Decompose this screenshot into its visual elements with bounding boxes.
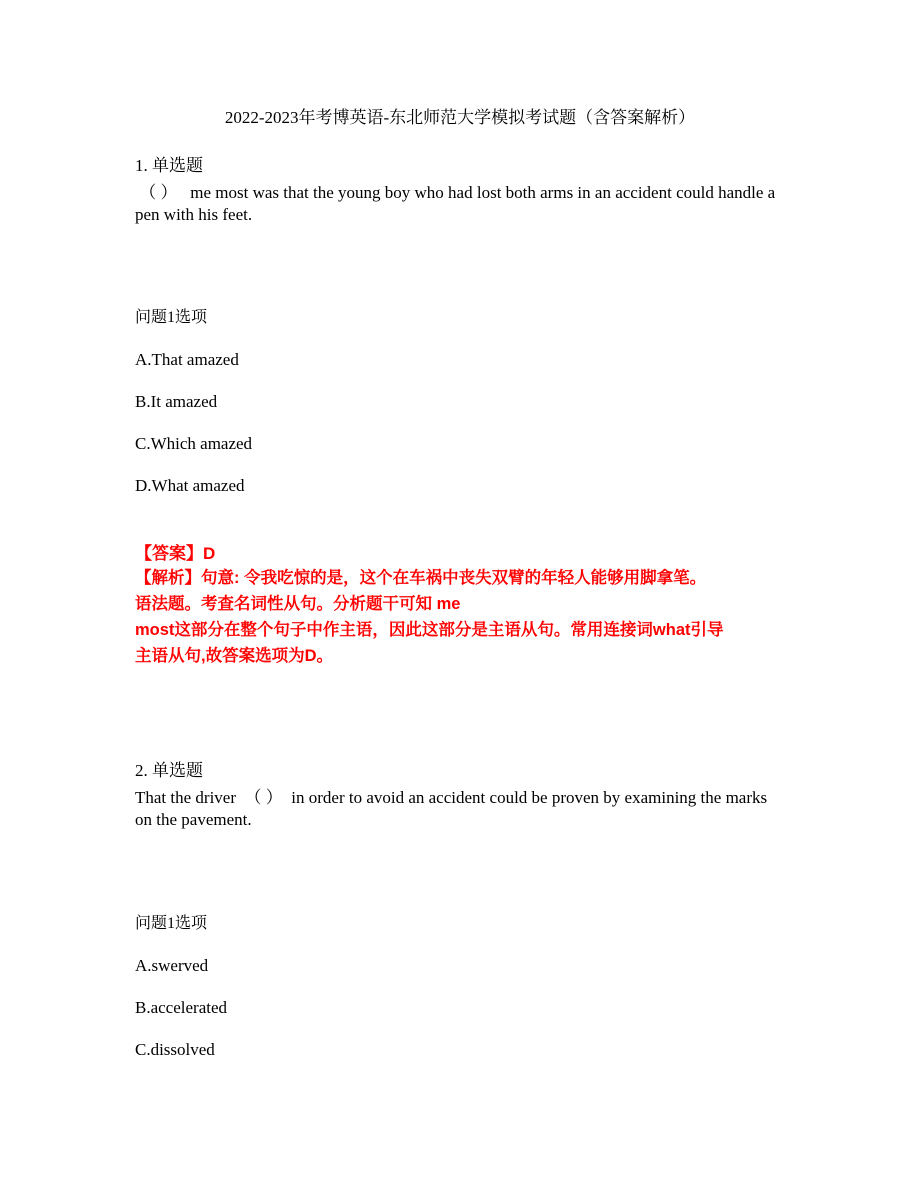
answer-line (135, 543, 785, 565)
question-2-options-header: 问题1选项 (135, 915, 208, 932)
question-2-stem: That the driver （ ） in order to avoid an accident could be proven by examining the marks on the pavement. (135, 788, 772, 829)
question-1-stem: （ ） me most was that the young boy who had lost both arms in an accident could handle a pen with his feet. (135, 183, 780, 224)
question-2 (135, 760, 785, 1060)
question-2-option-b: B.accelerated (135, 998, 228, 1017)
question-1 (135, 155, 785, 669)
page-title: 2022-2023年考博英语-东北师范大学模拟考试题（含答案解析） (224, 108, 696, 127)
question-2-option-c: C.dissolved (135, 1040, 215, 1059)
analysis-line-1 (135, 565, 785, 591)
question-1-option-b: B.It amazed (135, 392, 218, 411)
question-1-number: 1. 单选题 (135, 156, 203, 175)
answer-label: 【答案】 (135, 544, 203, 563)
question-2-option-a: A.swerved (135, 956, 209, 975)
analysis-label: 【解析】 (135, 569, 201, 587)
analysis-line-4: 主语从句,故答案选项为D。 (135, 647, 333, 665)
analysis-line-3: most这部分在整个句子中作主语，因此这部分是主语从句。常用连接词what引导 (135, 621, 724, 639)
question-1-options-header: 问题1选项 (135, 309, 208, 326)
analysis-line-2: 语法题。考查名词性从句。分析题干可知 me (135, 595, 461, 613)
analysis-text-1: 句意: 令我吃惊的是，这个在车祸中丧失双臂的年轻人能够用脚拿笔。 (201, 569, 707, 587)
question-1-option-a: A.That amazed (135, 350, 239, 369)
question-2-number: 2. 单选题 (135, 761, 203, 780)
question-1-option-d: D.What amazed (135, 476, 245, 495)
question-1-answer-block (135, 543, 785, 669)
answer-value: D (203, 544, 216, 563)
question-1-option-c: C.Which amazed (135, 434, 253, 453)
